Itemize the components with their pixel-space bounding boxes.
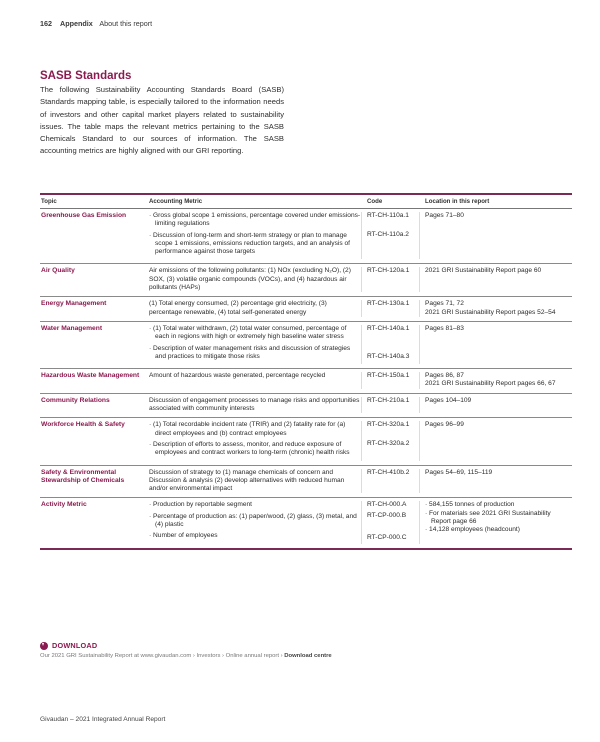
download-callout: [40, 641, 332, 659]
row-topic: Activity Metric: [41, 501, 87, 509]
row-location: [420, 372, 572, 389]
row-location: [420, 501, 572, 543]
page-footer: Givaudan – 2021 Integrated Annual Report: [40, 716, 166, 723]
code-value: RT-CH-140a.1: [367, 324, 410, 332]
table-row: [40, 369, 572, 394]
download-icon: [40, 642, 48, 650]
table-row: [40, 394, 572, 419]
code-value: RT-CH-320a.2: [367, 440, 410, 448]
download-link[interactable]: [40, 653, 332, 659]
metric-bullet: · (1) Total recordable incident rate (TRIR) and (2) fatality rate for (a) direct employees and (b) contract employees: [149, 421, 361, 438]
page-number: 162: [40, 19, 52, 28]
code-value: RT-CH-320a.1: [367, 421, 410, 429]
code-value: RT-CH-000.A: [367, 501, 407, 509]
code-value: RT-CH-210a.1: [367, 396, 410, 404]
col-header-location: Location in this report: [425, 198, 490, 205]
row-metric: Discussion of engagement processes to manage risks and opportunities associated with community interests: [143, 397, 362, 414]
metric-bullet: · Percentage of production as: (1) paper/wood, (2) glass, (3) metal, and (4) plastic: [149, 513, 361, 530]
metric-bullet: · Gross global scope 1 emissions, percentage covered under emissions-limiting regulations: [149, 212, 361, 229]
page-header: [40, 19, 152, 28]
row-location: [420, 469, 572, 494]
code-value: RT-CP-000.B: [367, 512, 407, 520]
row-location: [420, 325, 572, 364]
table-row: [40, 209, 572, 264]
row-metric: [143, 325, 362, 364]
row-location: [420, 212, 572, 259]
metric-bullet: · (1) Total water withdrawn, (2) total water consumed, percentage of each in regions with high or extremely high baseline water stress: [149, 325, 361, 342]
row-topic: Greenhouse Gas Emission: [41, 212, 127, 219]
location-value: Pages 96–99: [425, 421, 464, 429]
table-row: [40, 498, 572, 549]
metric-bullet: · Number of employees: [149, 532, 361, 540]
section-title: SASB Standards: [40, 70, 132, 82]
intro-section: [40, 70, 284, 158]
row-location: [420, 300, 572, 317]
location-value: Pages 71–80: [425, 212, 464, 219]
location-value: 2021 GRI Sustainability Report page 60: [425, 267, 542, 275]
location-bullet: · For materials see 2021 GRI Sustainability Report page 66: [425, 510, 572, 527]
location-bullet: · 584,155 tonnes of production: [425, 501, 572, 509]
row-topic: Safety & Environmental Stewardship of Chemicals: [41, 468, 125, 484]
row-code: [362, 267, 420, 292]
row-location: [420, 421, 572, 460]
code-value: RT-CH-110a.2: [367, 231, 409, 238]
row-metric: Air emissions of the following pollutants: (1) NOx (excluding N₂O), (2) SOX, (3) volatile organic compounds (VOCs), and (4) hazardous air pollutants (HAPs): [143, 267, 362, 292]
row-topic: Hazardous Waste Management: [41, 372, 140, 380]
row-metric: Amount of hazardous waste generated, percentage recycled: [143, 372, 362, 389]
table-row: [40, 418, 572, 465]
col-header-code: Code: [367, 198, 383, 205]
row-code: [362, 372, 420, 389]
location-value: Pages 104–109: [425, 396, 472, 404]
location-value: Pages 81–83: [425, 324, 464, 332]
row-code: [362, 325, 420, 364]
table-row: [40, 466, 572, 499]
download-centre-link[interactable]: Download centre: [284, 653, 332, 659]
row-code: [362, 212, 420, 259]
table-row: [40, 297, 572, 322]
download-label: DOWNLOAD: [52, 641, 98, 650]
row-topic: Energy Management: [41, 300, 107, 308]
code-value: RT-CH-140a.3: [367, 352, 410, 360]
row-code: [362, 300, 420, 317]
row-metric: Discussion of strategy to (1) manage chemicals of concern and Discussion & analysis (2) develop alternatives with reduced human and/or environmental impact: [143, 469, 362, 494]
metric-bullet: · Production by reportable segment: [149, 501, 361, 509]
code-value: RT-CH-410b.2: [367, 468, 410, 476]
location-value: Pages 54–69, 115–119: [425, 468, 493, 476]
row-topic: Community Relations: [41, 396, 110, 404]
col-header-metric: Accounting Metric: [149, 198, 203, 205]
subsection-name: About this report: [99, 19, 153, 28]
intro-paragraph: The following Sustainability Accounting Standards Board (SASB) Standards mapping table, is especially tailored to the information needs of investors and other capital market players related to sustainability issues. The table maps the relevant metrics pertaining to the SASB Chemicals Standard to our sources of information. The SASB accounting metrics are highly aligned with our GRI reporting.: [40, 85, 284, 156]
metric-bullet: · Discussion of long-term and short-term strategy or plan to manage scope 1 emissions, emissions reduction targets, and an analysis of performance against those targets: [149, 232, 361, 257]
row-location: [420, 267, 572, 292]
sasb-table: [40, 193, 572, 550]
download-path: Our 2021 GRI Sustainability Report at www.givaudan.com › Investors › Online annual report ›: [40, 653, 285, 659]
code-value: RT-CH-150a.1: [367, 372, 410, 380]
row-metric: [143, 421, 362, 460]
section-name: Appendix: [60, 19, 93, 28]
row-topic: Air Quality: [41, 267, 75, 275]
code-value: RT-CH-110a.1: [367, 212, 409, 219]
metric-bullet: · Description of efforts to assess, monitor, and reduce exposure of employees and contract workers to long-term (chronic) health risks: [149, 441, 361, 458]
row-code: [362, 421, 420, 460]
location-value: 2021 GRI Sustainability Report pages 66, 67: [425, 380, 556, 388]
location-value: Pages 86, 87: [425, 372, 464, 380]
row-code: [362, 397, 420, 414]
code-value: RT-CP-000.C: [367, 534, 407, 542]
row-metric: [143, 501, 362, 543]
col-header-topic: Topic: [41, 198, 57, 205]
location-bullet: · 14,128 employees (headcount): [425, 526, 572, 534]
metric-bullet: · Description of water management risks and discussion of strategies and practices to mitigate those risks: [149, 345, 361, 362]
code-value: RT-CH-120a.1: [367, 267, 410, 275]
row-location: [420, 397, 572, 414]
row-topic: Workforce Health & Safety: [41, 421, 125, 429]
location-value: 2021 GRI Sustainability Report pages 52–54: [425, 308, 556, 316]
code-value: RT-CH-130a.1: [367, 300, 410, 308]
download-title[interactable]: [40, 641, 332, 650]
row-metric: (1) Total energy consumed, (2) percentage grid electricity, (3) percentage renewable, (4) total self-generated energy: [143, 300, 362, 317]
row-code: [362, 501, 420, 543]
row-code: [362, 469, 420, 494]
table-row: [40, 264, 572, 297]
location-value: Pages 71, 72: [425, 300, 464, 308]
row-topic: Water Management: [41, 324, 103, 332]
table-row: [40, 322, 572, 369]
row-metric: [143, 212, 362, 259]
table-header: [40, 195, 572, 209]
